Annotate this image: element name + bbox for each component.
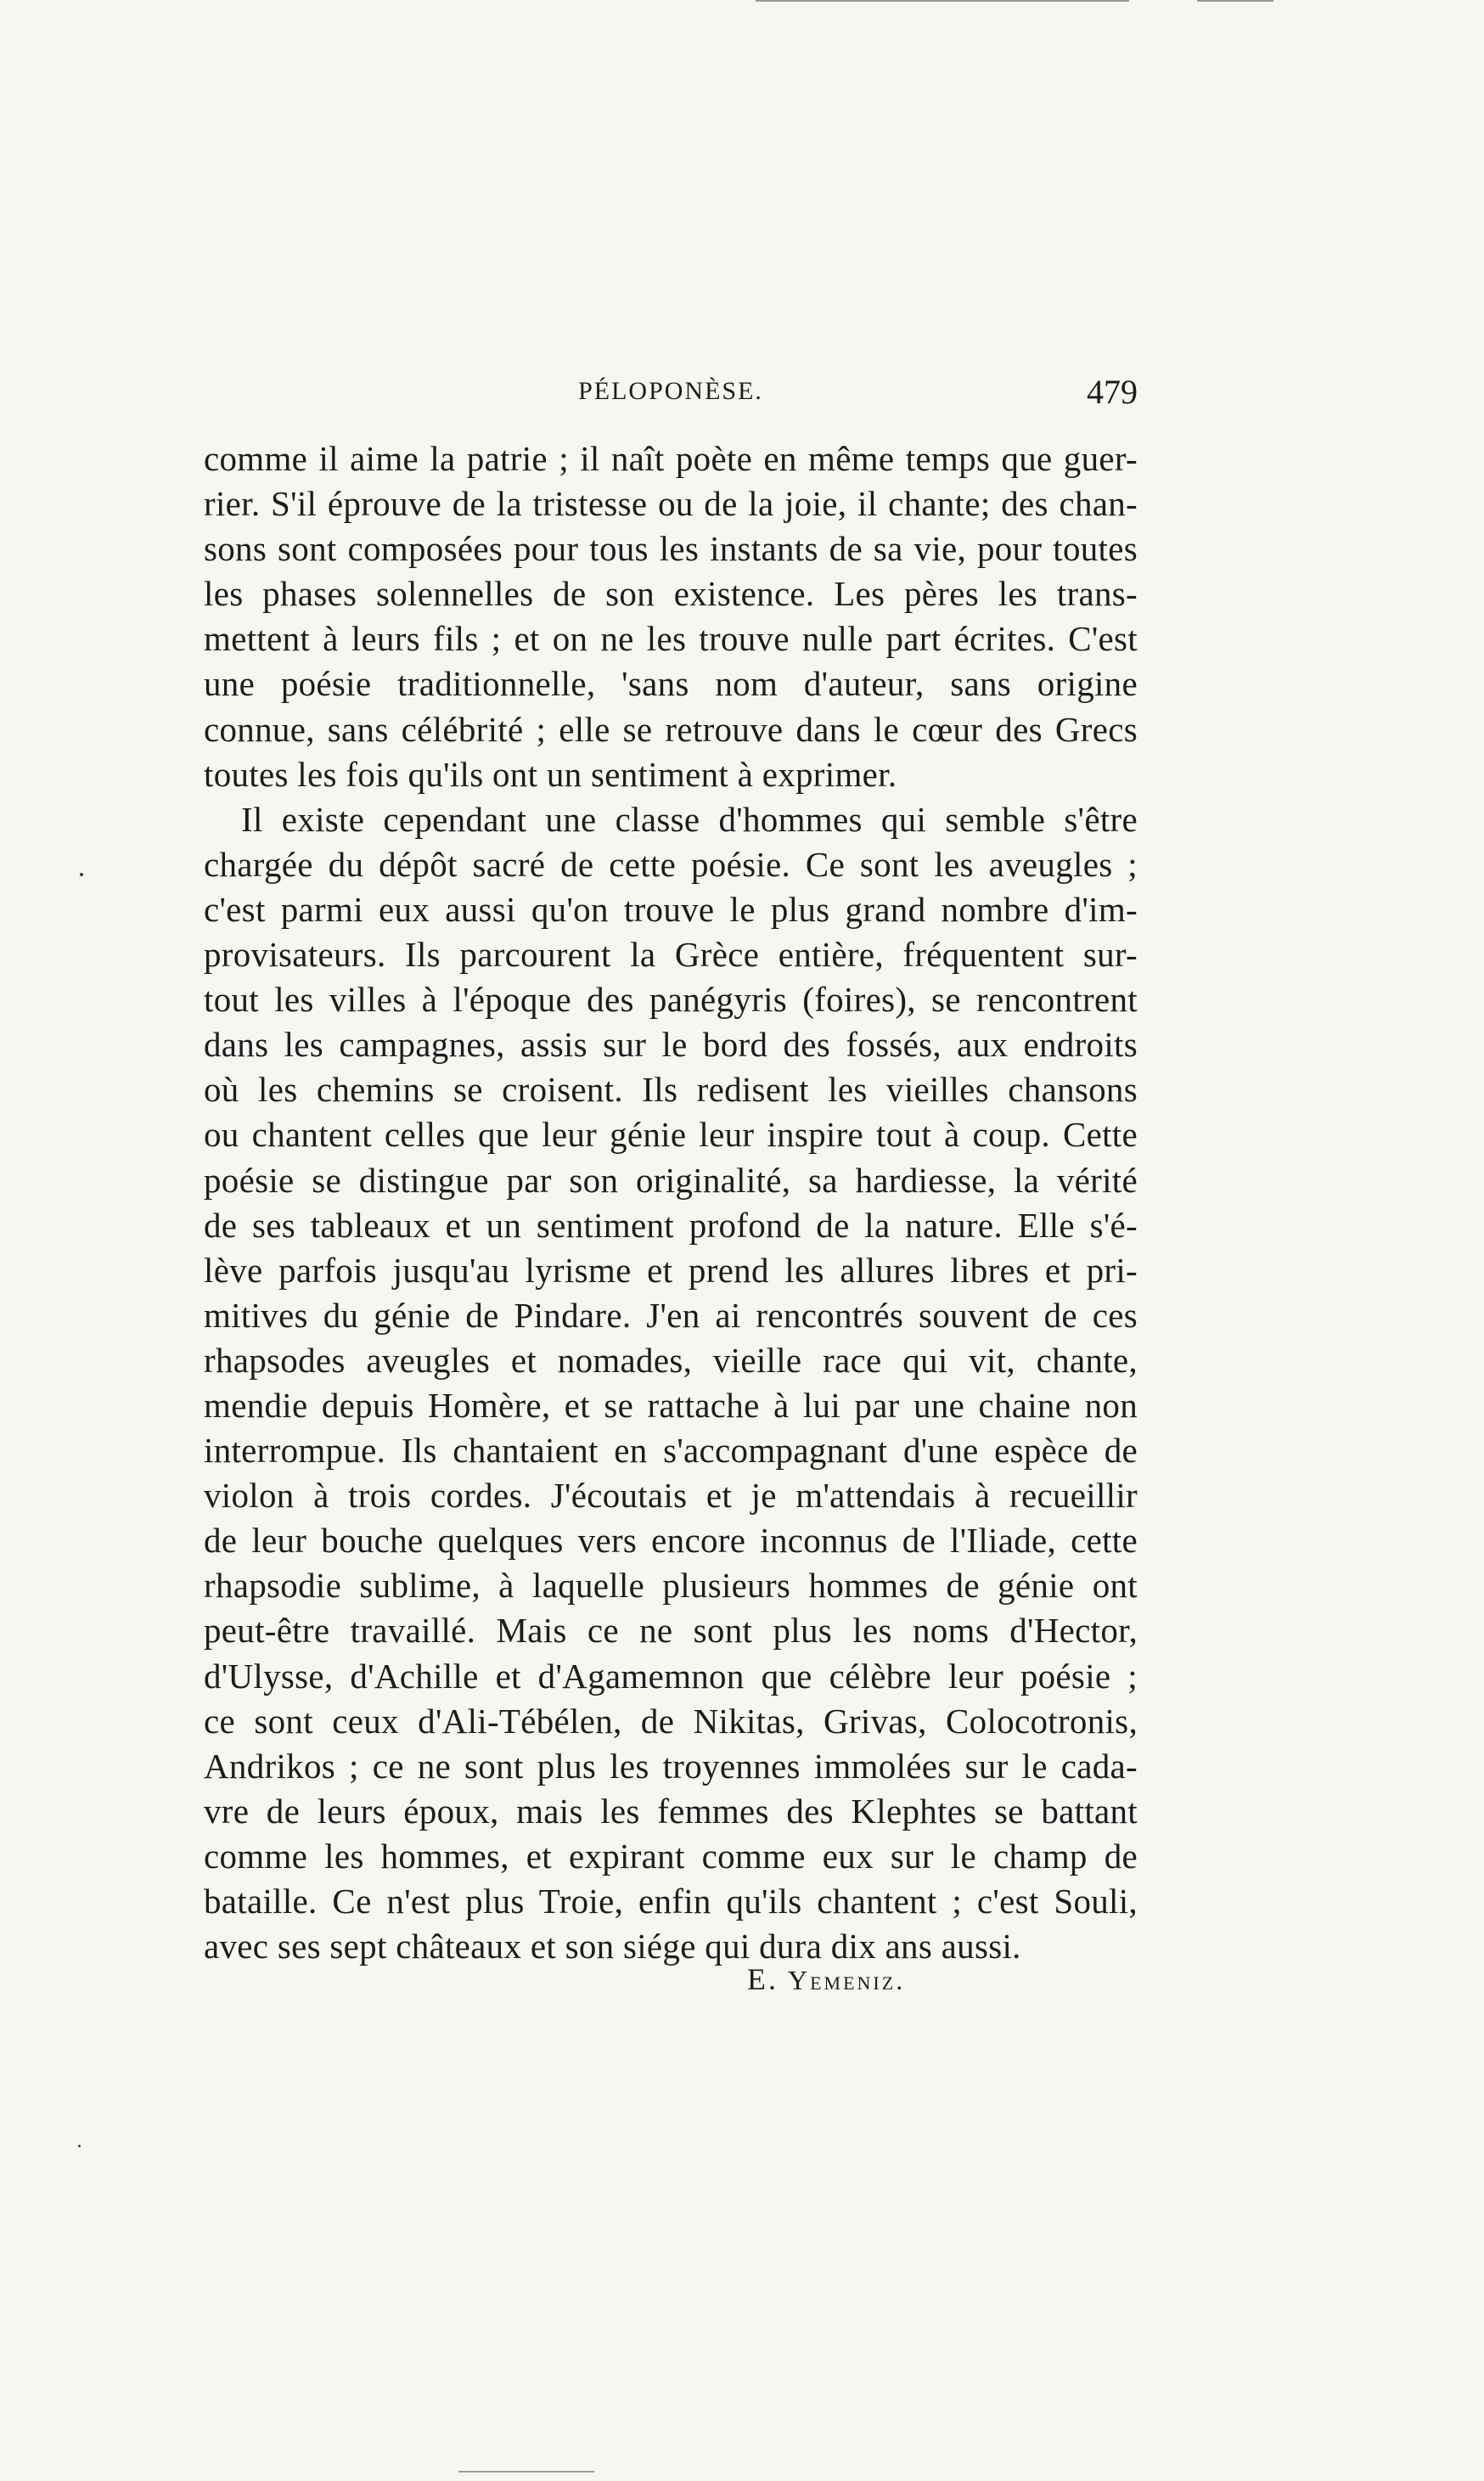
text-line: d'Ulysse, d'Achille et d'Agamemnon que célèbre leur poésie ; <box>204 1656 1138 1696</box>
text-line: Andrikos ; ce ne sont plus les troyennes immolées sur le cada- <box>204 1746 1138 1786</box>
text-line: poésie se distingue par son originalité, sa hardiesse, la vérité <box>204 1160 1138 1200</box>
page-header <box>204 373 1138 419</box>
text-line: ce sont ceux d'Ali-Tébélen, de Nikitas, Grivas, Colocotronis, <box>204 1701 1138 1741</box>
text-line: de ses tableaux et un sentiment profond de la nature. Elle s'é- <box>204 1205 1138 1245</box>
text-line: interrompue. Ils chantaient en s'accompagnant d'une espèce de <box>204 1431 1138 1471</box>
text-line: avec ses sept châteaux et son siége qui dura dix ans aussi. <box>204 1927 1021 1966</box>
page-number: 479 <box>1087 373 1138 411</box>
bottom-edge-mark <box>458 2471 594 2473</box>
author-surname: Yemeniz. <box>788 1965 906 1995</box>
text-line: mitives du génie de Pindare. J'en ai rencontrés souvent de ces <box>204 1295 1138 1335</box>
top-edge-mark-small <box>1197 0 1273 2</box>
text-line: peut-être travaillé. Mais ce ne sont plus les noms d'Hector, <box>204 1611 1138 1651</box>
text-line: lève parfois jusqu'au lyrisme et prend les allures libres et pri- <box>204 1250 1138 1290</box>
text-line: dans les campagnes, assis sur le bord des fossés, aux endroits <box>204 1025 1138 1065</box>
text-line: rhapsodes aveugles et nomades, vieille race qui vit, chante, <box>204 1340 1138 1380</box>
text-line: mettent à leurs fils ; et on ne les trouve nulle part écrites. C'est <box>204 619 1138 659</box>
text-line: comme il aime la patrie ; il naît poète en même temps que guer- <box>204 439 1138 478</box>
text-line: toutes les fois qu'ils ont un sentiment à exprimer. <box>204 754 897 794</box>
text-line: comme les hommes, et expirant comme eux sur le champ de <box>204 1836 1138 1876</box>
text-line: c'est parmi eux aussi qu'on trouve le plus grand nombre d'im- <box>204 889 1138 929</box>
text-line: une poésie traditionnelle, 'sans nom d'auteur, sans origine <box>204 664 1138 704</box>
text-line: connue, sans célébrité ; elle se retrouve dans le cœur des Grecs <box>204 709 1138 749</box>
text-line: ou chantent celles que leur génie leur inspire tout à coup. Cette <box>204 1115 1138 1155</box>
text-line: mendie depuis Homère, et se rattache à lui par une chaine non <box>204 1385 1138 1425</box>
author-signature <box>747 1961 905 1997</box>
text-line: bataille. Ce n'est plus Troie, enfin qu'ils chantent ; c'est Souli, <box>204 1882 1138 1921</box>
paragraph-2 <box>204 797 1138 1969</box>
text-line: Il existe cependant une classe d'hommes qui semble s'être <box>241 799 1138 839</box>
margin-speck <box>78 2145 81 2147</box>
author-initial: E. <box>747 1962 779 1996</box>
text-line: tout les villes à l'époque des panégyris (foires), se rencontrent <box>204 980 1138 1020</box>
text-line: provisateurs. Ils parcourent la Grèce entière, fréquentent sur- <box>204 935 1138 975</box>
text-line: où les chemins se croisent. Ils redisent les vieilles chansons <box>204 1070 1138 1110</box>
text-line: vre de leurs époux, mais les femmes des Klephtes se battant <box>204 1791 1138 1831</box>
body-text <box>204 436 1138 1969</box>
margin-speck <box>80 873 83 876</box>
paragraph-1 <box>204 436 1138 797</box>
running-title: PÉLOPONÈSE. <box>578 377 763 405</box>
top-edge-mark <box>756 0 1129 2</box>
text-line: chargée du dépôt sacré de cette poésie. Ce sont les aveugles ; <box>204 844 1138 884</box>
text-line: rhapsodie sublime, à laquelle plusieurs hommes de génie ont <box>204 1566 1138 1606</box>
text-line: violon à trois cordes. J'écoutais et je m'attendais à recueillir <box>204 1476 1138 1516</box>
text-line: rier. S'il éprouve de la tristesse ou de la joie, il chante; des chan- <box>204 484 1138 524</box>
text-line: les phases solennelles de son existence. Les pères les trans- <box>204 574 1138 614</box>
text-line: sons sont composées pour tous les instants de sa vie, pour toutes <box>204 529 1138 569</box>
text-line: de leur bouche quelques vers encore inconnus de l'Iliade, cette <box>204 1521 1138 1561</box>
